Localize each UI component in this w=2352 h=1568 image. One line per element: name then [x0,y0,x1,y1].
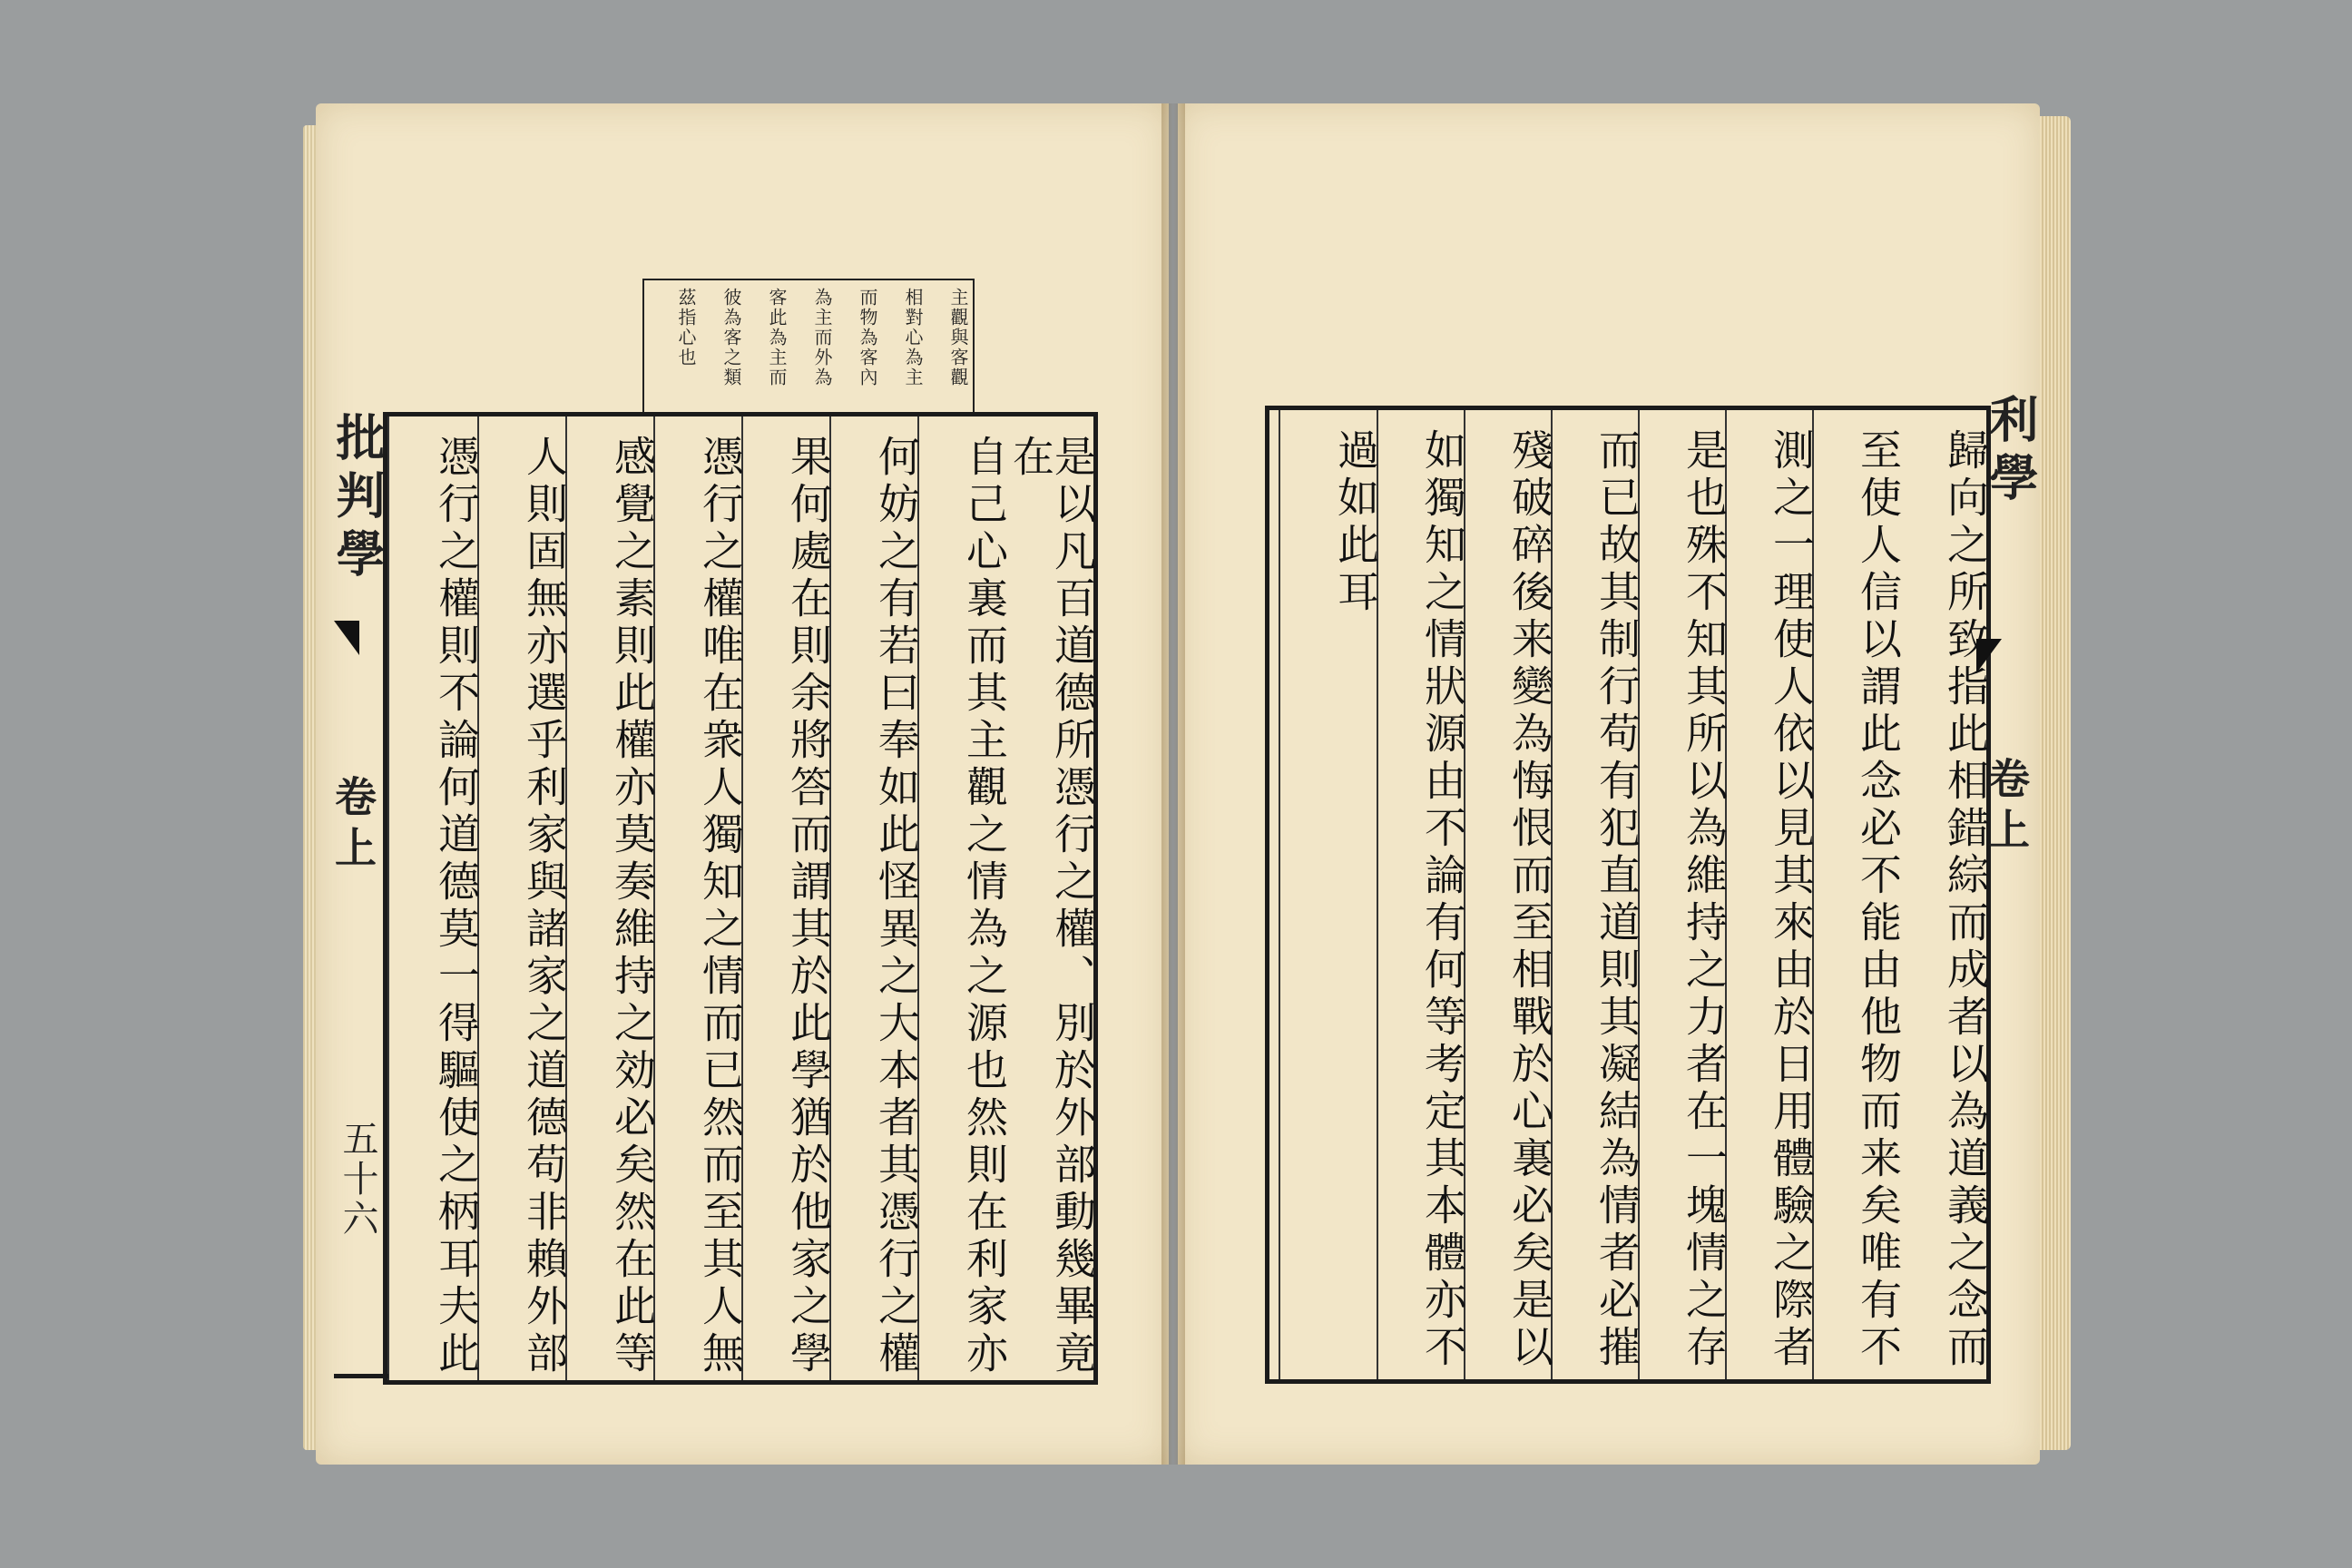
open-book [316,98,2040,1477]
text-column: 如獨知之情狀源由不論有何等考定其本體亦不 [1377,410,1464,1379]
running-title: 批判學 [328,412,387,586]
text-column: 憑行之權唯在衆人獨知之情而已然而至其人無 [653,416,741,1380]
text-frame [1265,406,1991,1384]
annotation-line: 茲指心也 [675,288,697,368]
text-column: 是也殊不知其所以為維持之力者在一塊情之存 [1638,410,1725,1379]
right-page [1178,103,2040,1465]
text-column: 測之一理使人依以見其來由於日用體驗之際者 [1725,410,1812,1379]
text-frame [383,412,1098,1385]
text-column: 過如此耳 [1279,410,1377,1379]
text-column: 自己心裏而其主觀之情為之源也然則在利家亦 [917,416,1005,1380]
text-column: 感覺之素則此權亦莫奏維持之効必矣然在此等 [565,416,653,1380]
running-title: 利學 [1982,394,2040,510]
book-gutter [1161,103,1185,1465]
text-column: 憑行之權則不論何道德莫一得驅使之柄耳夫此 [387,416,477,1380]
fishtail-mark [334,621,359,655]
margin-rule [334,1374,388,1378]
annotation-box [642,279,975,416]
text-column: 何妨之有若曰奉如此怪異之大本者其憑行之權 [829,416,917,1380]
text-column: 而已故其制行苟有犯直道則其凝結為情者必摧 [1551,410,1638,1379]
annotation-line: 為主而外為 [811,288,833,387]
text-column: 果何處在則余將答而謂其於此學猶於他家之學 [741,416,829,1380]
annotation-line: 相對心為主 [902,288,924,387]
volume-label: 卷上 [328,775,377,877]
text-column: 至使人信以謂此念必不能由他物而来矣唯有不 [1812,410,1899,1379]
page-edges-right [2034,116,2071,1450]
page-number: 五十六 [337,1120,378,1240]
left-page [316,103,1169,1465]
volume-label: 卷上 [1982,757,2031,858]
annotation-line: 而物為客內 [857,288,878,387]
fishtail-mark [1976,639,2002,673]
text-column: 歸向之所致指此相錯綜而成者以為道義之念而 [1941,428,1990,1372]
text-column: 殘破碎後来變為悔恨而至相戰於心裏必矣是以 [1464,410,1551,1379]
annotation-line: 主觀與客觀 [947,288,969,387]
annotation-line: 彼為客之類 [720,288,742,387]
annotation-line: 客此為主而 [766,288,788,387]
text-column: 人則固無亦選乎利家與諸家之道德苟非賴外部 [477,416,565,1380]
text-column: 是以凡百道德所憑行之權、別於外部動幾畢竟在 [1006,435,1097,1378]
